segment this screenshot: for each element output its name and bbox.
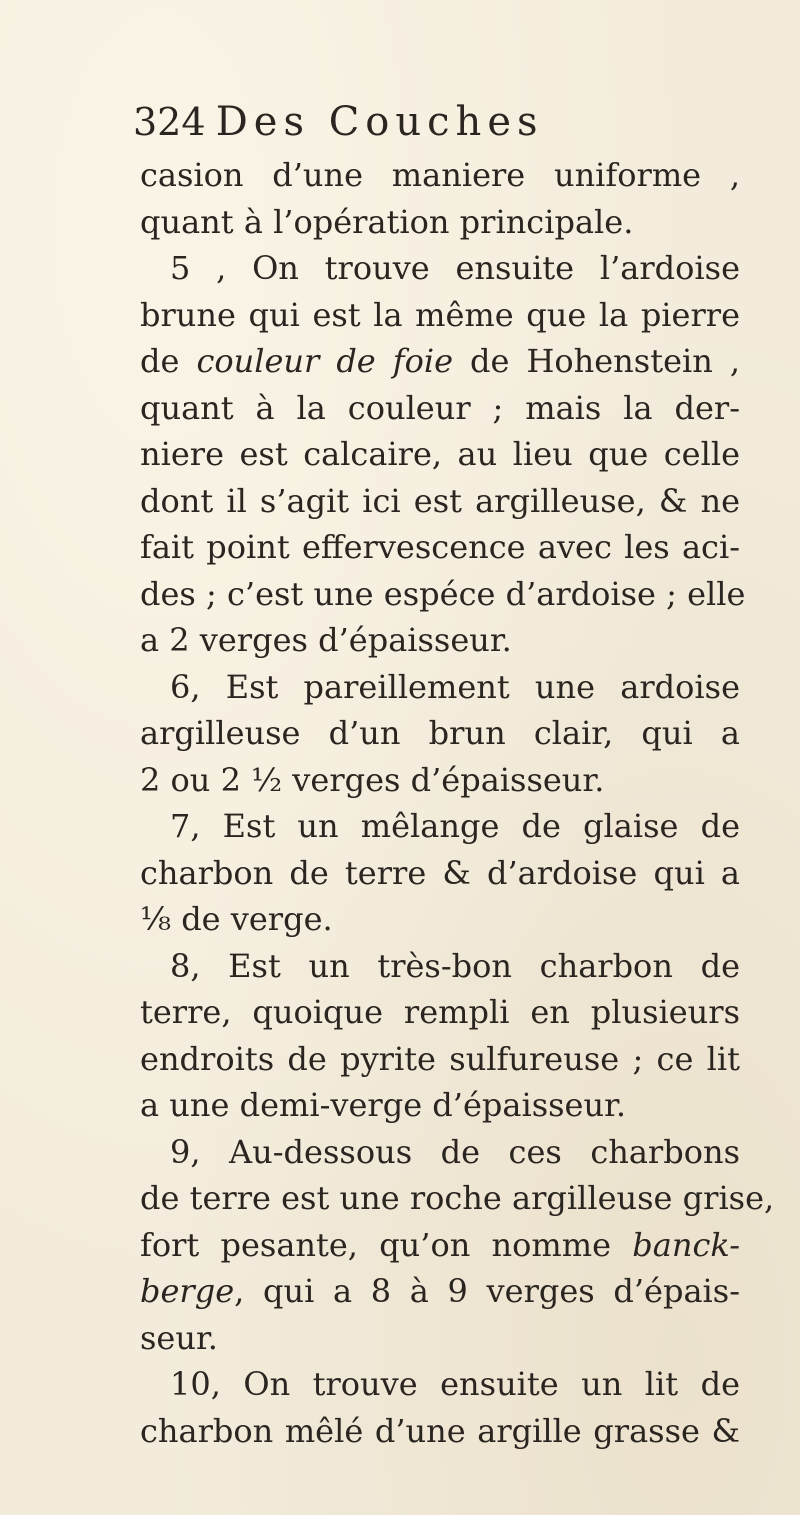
page-number: 324 (133, 100, 206, 144)
paragraph-start-line: 6, Est pareillement une ardoise (170, 667, 740, 706)
text-line: argilleuse d’un brun clair, qui a (140, 714, 740, 752)
paragraph-start-line: 9, Au-dessous de ces charbons (170, 1132, 740, 1171)
text-line: de couleur de foie de Hohenstein , (140, 342, 741, 380)
text-line: charbon de terre & d’ardoise qui a (140, 853, 740, 892)
text-line: seur. (140, 1318, 218, 1357)
text-line: fait point effervescence avec les aci- (140, 528, 740, 566)
text-line: ⅛ de verge. (140, 900, 333, 938)
text-line: a 2 verges d’épaisseur. (140, 621, 512, 659)
text-line: quant à l’opération principale. (140, 202, 634, 241)
body-text (140, 152, 775, 1454)
running-title: Des Couches (215, 99, 544, 145)
text-line: brune qui est la même que la pierre (140, 295, 740, 334)
text-line: 2 ou 2 ½ verges d’épaisseur. (140, 760, 605, 799)
text-line: quant à la couleur ; mais la der- (140, 388, 740, 427)
running-head (133, 96, 693, 148)
paragraph-start-line: 5 , On trouve ensuite l’ardoise (170, 249, 740, 287)
text-line: dont il s’agit ici est argilleuse, & ne (140, 481, 740, 520)
text-line: charbon mêlé d’une argille grasse & (140, 1411, 740, 1450)
paragraph-start-line: 8, Est un très-bon charbon de (170, 946, 740, 985)
text-line: de terre est une roche argilleuse grise, (140, 1179, 775, 1217)
text-line: endroits de pyrite sulfureuse ; ce lit (140, 1039, 740, 1078)
text-line: berge, qui a 8 à 9 verges d’épais- (140, 1272, 740, 1310)
text-line: des ; c’est une espéce d’ardoise ; elle (140, 574, 746, 613)
text-line: niere est calcaire, au lieu que celle (140, 435, 740, 473)
text-line: fort pesante, qu’on nomme banck- (140, 1225, 740, 1264)
paragraph-start-line: 10, On trouve ensuite un lit de (170, 1365, 740, 1403)
text-line: terre, quoique rempli en plusieurs (140, 993, 740, 1031)
text-line: a une demi-verge d’épaisseur. (140, 1086, 627, 1124)
text-line: casion d’une maniere uniforme , (140, 156, 740, 194)
paragraph-start-line: 7, Est un mêlange de glaise de (170, 807, 740, 845)
